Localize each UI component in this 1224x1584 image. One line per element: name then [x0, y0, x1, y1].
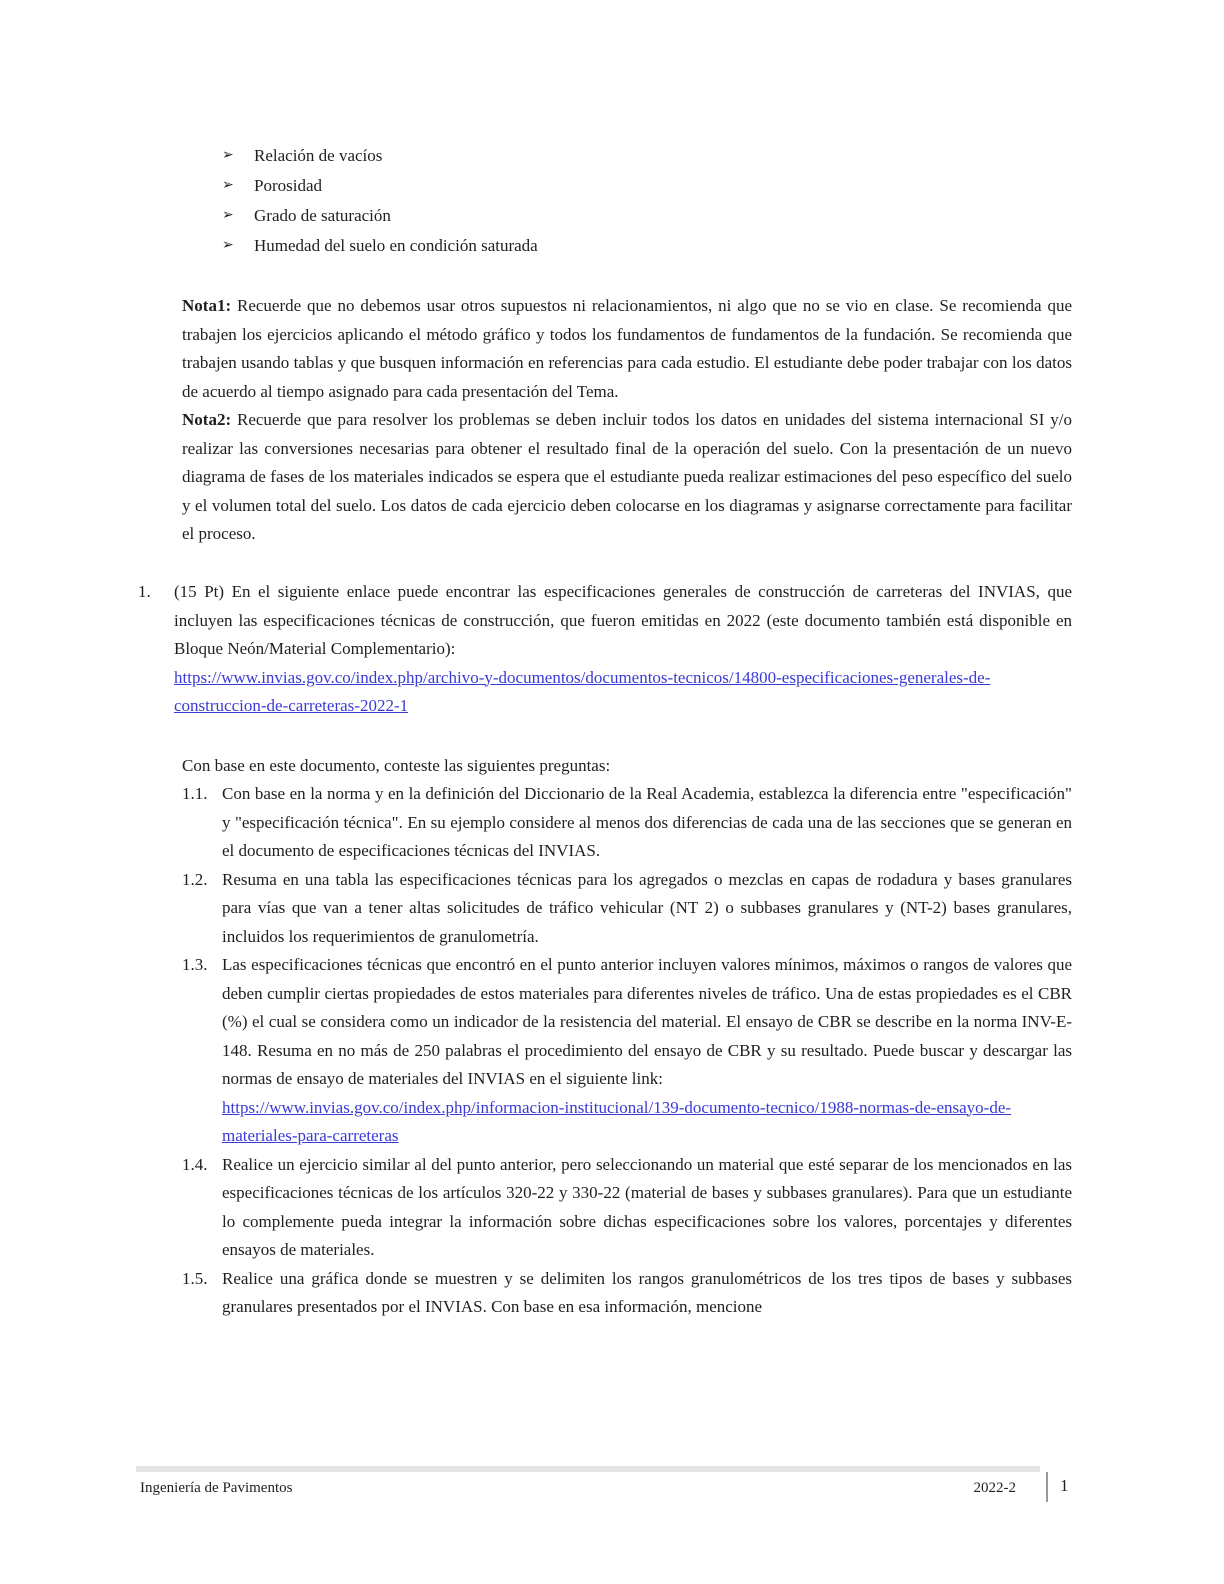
note-1-text: Recuerde que no debemos usar otros supuestos ni relacionamientos, ni algo que no se vio en clase. Se recomienda que trabajen los ejercicios aplicando el método gráfico y todos los fundamentos de fundamentos de la fundación. Se recomienda que trabajen usando tablas y que busquen información en referencias para cada estudio. El estudiante debe poder trabajar con los datos de acuerdo al tiempo asignado para cada presentación del Tema. [182, 296, 1072, 401]
bullet-marker: ➢ [222, 148, 234, 163]
bullet-marker: ➢ [222, 178, 234, 193]
bullet-marker: ➢ [222, 238, 234, 253]
subquestion-number: 1.1. [182, 784, 208, 803]
subquestion-text: Resuma en una tabla las especificaciones técnicas para los agregados o mezclas en capas de rodadura y bases granulares para vías que van a tener altas solicitudes de tráfico vehicular (NT 2) o subbases granulares y (NT-2) bases granulares, incluidos los requerimientos de granulometría. [222, 869, 1072, 946]
note-2-label: Nota2: [182, 410, 232, 429]
footer-course-name: Ingeniería de Pavimentos [140, 1480, 293, 1496]
bullet-marker: ➢ [222, 208, 234, 223]
question-body [174, 578, 1072, 721]
note-2-text: Recuerde que para resolver los problemas se deben incluir todos los datos en unidades del sistema internacional SI y/o realizar las conversiones necesarias para obtener el resultado final de la operación del suelo. Con la presentación de un nuevo diagrama de fases de los materiales indicados se espera que el estudiante pueda realizar estimaciones del peso específico del suelo y el volumen total del suelo. Los datos de cada ejercicio deben colocarse en los diagramas y asignarse correctamente para facilitar el proceso. [182, 410, 1072, 543]
subquestion-number: 1.4. [182, 1154, 208, 1174]
subquestion-number: 1.3. [182, 955, 208, 974]
footer-term: 2022-2 [973, 1480, 1016, 1496]
question-1 [138, 578, 1072, 721]
subquestion-text: Realice un ejercicio similar al del punto anterior, pero seleccionando un material que esté separar de los mencionados en las especificaciones técnicas de los artículos 320-22 y 330-22 (material de bases y subbases granulares). Para que un estudiante lo complemente pueda integrar la información sobre dichas especificaciones sobre los valores, porcentajes y diferentes ensayos de materiales. [222, 1154, 1072, 1259]
question-text: (15 Pt) En el siguiente enlace puede encontrar las especificaciones generales de construcción de carreteras del INVIAS, que incluyen las especificaciones técnicas de construcción, que fueron emitidas en 2022 (este documento también está disponible en Bloque Neón/Material Complementario): [174, 582, 1072, 658]
bullet-item [222, 173, 538, 203]
subquestion-text: Las especificaciones técnicas que encontró en el punto anterior incluyen valores mínimos, máximos o rangos de valores que deben cumplir ciertas propiedades de estos materiales para diferentes niveles de tráfico. Una de estas propiedades es el CBR (%) el cual se considera como un indicador de la resistencia del material. El ensayo de CBR se describe en la norma INV-E-148. Resuma en no más de 250 palabras el procedimiento del ensayo de CBR y su resultado. Puede buscar y descargar las normas de ensayo de materiales del INVIAS en el siguiente link: [222, 955, 1072, 1088]
property-bullet-list [222, 143, 538, 263]
subquestion-number: 1.2. [182, 869, 208, 889]
subquestion-list [182, 780, 1072, 1322]
subquestion-item [182, 1151, 1072, 1265]
invias-tests-link[interactable]: https://www.invias.gov.co/index.php/informacion-institucional/139-documento-tecnico/1988-normas-de-ensayo-de-materiales-para-carreteras [222, 1097, 1012, 1145]
subquestion-number: 1.5. [182, 1268, 208, 1288]
question-number: 1. [138, 582, 151, 601]
footer-divider [1046, 1472, 1048, 1502]
page-footer [136, 1466, 1040, 1512]
subquestion-item [182, 1265, 1072, 1322]
bullet-item [222, 143, 538, 173]
bullet-item [222, 233, 538, 263]
subquestion-item [182, 866, 1072, 952]
bullet-item [222, 203, 538, 233]
bullet-text: Grado de saturación [254, 206, 391, 225]
note-2 [182, 406, 1072, 549]
page-number: 1 [1060, 1476, 1069, 1495]
bullet-text: Humedad del suelo en condición saturada [254, 236, 538, 255]
subquestion-item [182, 780, 1072, 866]
note-1 [182, 292, 1072, 406]
subquestion-item [182, 951, 1072, 1151]
bullet-text: Relación de vacíos [254, 146, 383, 165]
subquestions-intro: Con base en este documento, conteste las siguientes preguntas: [182, 756, 611, 775]
subquestion-text: Con base en la norma y en la definición del Diccionario de la Real Academia, establezca la diferencia entre "especificación" y "especificación técnica". En su ejemplo considere al menos dos diferencias de cada una de las secciones que se generan en el documento de especificaciones técnicas del INVIAS. [222, 784, 1072, 860]
invias-specs-link[interactable]: https://www.invias.gov.co/index.php/archivo-y-documentos/documentos-tecnicos/14800-especificaciones-generales-de-construccion-de-carreteras-2022-1 [174, 667, 991, 715]
bullet-text: Porosidad [254, 176, 322, 195]
subquestion-text: Realice una gráfica donde se muestren y se delimiten los rangos granulométricos de los tres tipos de bases y subbases granulares presentados por el INVIAS. Con base en esa información, mencione [222, 1268, 1072, 1316]
note-1-label: Nota1: [182, 296, 232, 315]
